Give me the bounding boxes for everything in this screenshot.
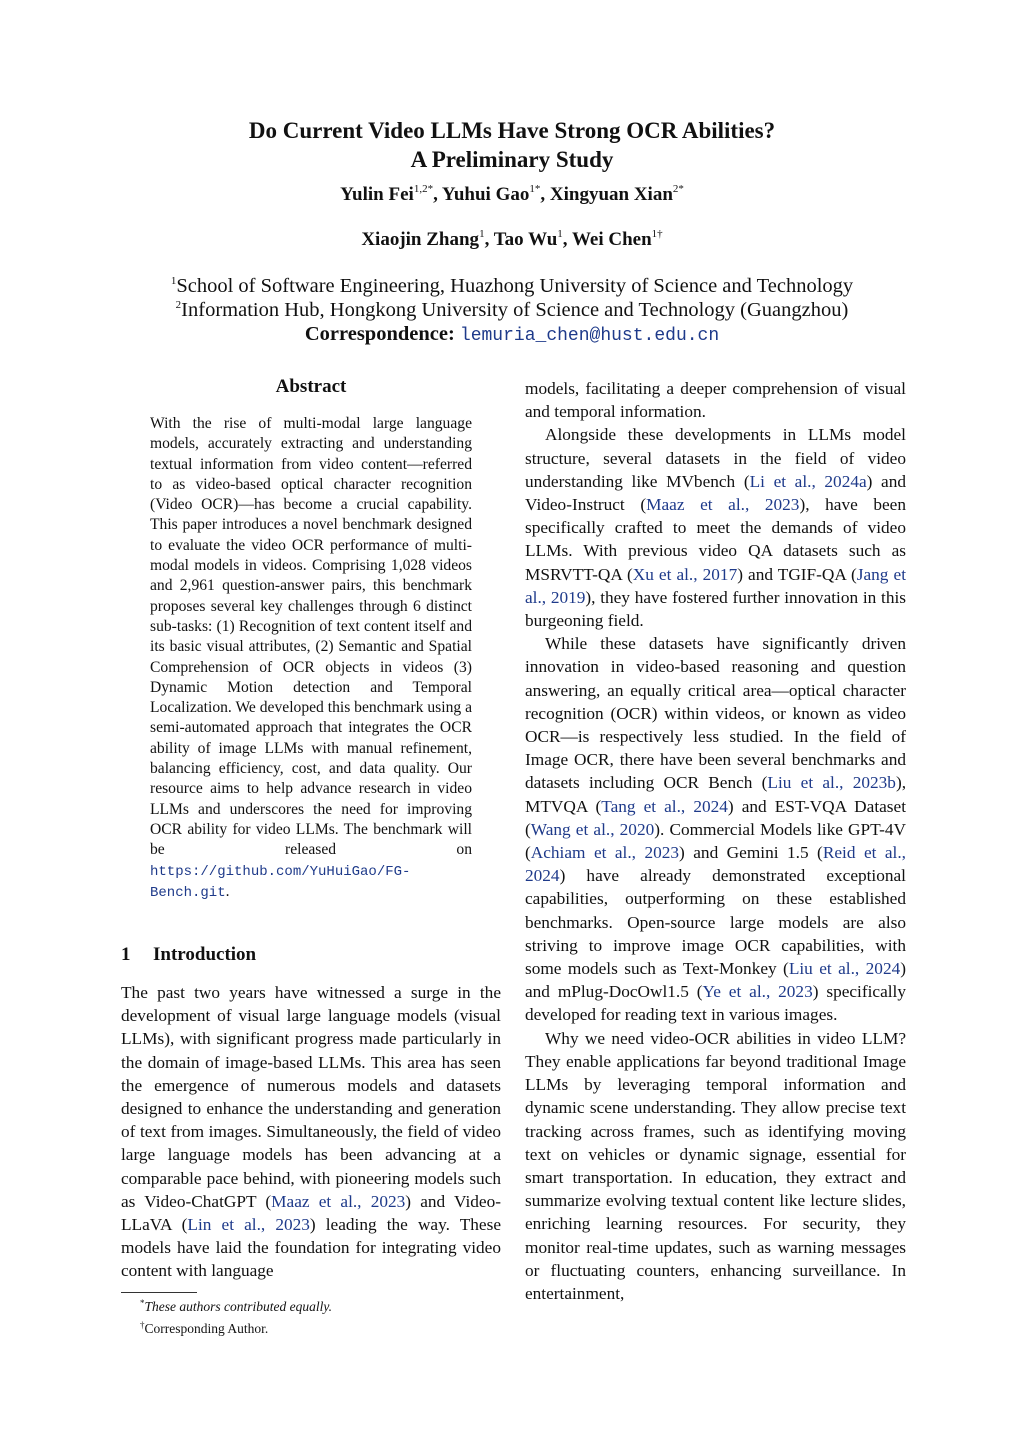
footnote-mark: * <box>140 1298 145 1308</box>
text-run: ), have been specifically crafted to meet the demands of video LLMs. With previous video QA datasets such as MSRVTT-QA ( <box>525 495 906 584</box>
text-run: ) and Video-Instruct ( <box>525 471 906 515</box>
author-name: Xiaojin Zhang <box>361 229 480 250</box>
introduction-right-column <box>525 377 906 1305</box>
author-name: Yulin Fei <box>340 184 414 205</box>
text-run: ) leading the way. These models have laid the foundation for integrating video content with language <box>121 1215 501 1281</box>
citation-link[interactable]: Lin et al., 2023 <box>187 1215 310 1235</box>
abstract-heading: Abstract <box>275 376 347 397</box>
abstract-body <box>150 414 472 903</box>
correspondence-email-link[interactable]: lemuria_chen@hust.edu.cn <box>459 326 720 346</box>
title-line-2: A Preliminary Study <box>410 147 614 172</box>
author-affiliation-mark: 1 <box>479 228 485 240</box>
citation-link[interactable]: Ye et al., 2023 <box>702 982 813 1002</box>
author-list-row-1: Yulin Fei$^{1,2*}$, Yuhui Gao$^{1*}$, Xingyuan Xian$^{2*}$ <box>340 183 684 205</box>
citation-link[interactable]: Xu et al., 2017 <box>632 564 738 584</box>
paragraph <box>121 981 501 1283</box>
footnote-1 <box>140 1294 332 1316</box>
affiliation-1 <box>120 275 904 298</box>
paragraph: Why we need video-OCR abilities in video LLM? They enable applications far beyond traditional Image LLMs by leveraging temporal information and dynamic scene understanding. They allow precise text tracking across frames, such as identifying moving text on vehicles or dynamic signage, essential for smart transportation. In education, they extract and summarize evolving textual content like lecture slides, enriching learning resources. For security, they monitor real-time updates, such as warning messages or fluctuating counters, enhancing surveillance. In entertainment, <box>525 1028 906 1303</box>
abstract-end: . <box>225 882 230 900</box>
footnote-divider <box>121 1292 197 1293</box>
text-run: ), MTVQA ( <box>525 773 907 816</box>
introduction-left-column <box>121 981 501 1283</box>
section-heading-introduction <box>121 944 256 966</box>
section-number: 1 <box>121 944 131 965</box>
citation-link[interactable]: Liu et al., 2023b <box>767 773 896 793</box>
footnotes <box>140 1294 332 1338</box>
author-list-row-2: Xiaojin Zhang$^1$, Tao Wu$^1$, Wei Chen$^{1\dagger}$ <box>361 228 663 250</box>
affiliation-2 <box>120 299 904 322</box>
paragraph <box>525 632 906 1026</box>
affiliation-mark: 2 <box>175 299 182 311</box>
citation-link[interactable]: Tang et al., 2024 <box>601 796 728 816</box>
text-run: ) specifically developed for reading text in various images. <box>525 982 906 1025</box>
text-run: ) and TGIF-QA ( <box>737 564 857 584</box>
citation-link[interactable]: Liu et al., 2024 <box>788 959 901 979</box>
author-affiliation-mark: 1* <box>529 183 541 195</box>
citation-link[interactable]: Li et al., 2024a <box>749 471 867 491</box>
citation-link[interactable]: Wang et al., 2020 <box>530 819 655 839</box>
author-name: Yuhui Gao <box>441 184 530 205</box>
citation-link[interactable]: Jang et al., 2019 <box>525 564 906 607</box>
author-name: Tao Wu <box>493 229 558 250</box>
text-run: ) and mPlug-DocOwl1.5 ( <box>525 959 906 1002</box>
author-affiliation-mark: 1 <box>557 228 563 240</box>
footnote-text: These authors contributed equally. <box>144 1299 332 1314</box>
correspondence-label: Correspondence: <box>304 323 455 345</box>
affiliation-text: Information Hub, Hongkong University of Science and Technology (Guangzhou) <box>181 299 849 321</box>
footnote-2 <box>140 1316 332 1338</box>
author-name: Wei Chen <box>571 229 652 250</box>
footnote-text: Corresponding Author. <box>144 1321 269 1336</box>
citation-link[interactable]: Achiam et al., 2023 <box>530 843 680 863</box>
text-run: ), they have fostered further innovation in this burgeoning field. <box>525 587 907 631</box>
correspondence <box>120 323 904 346</box>
citation-link[interactable]: Maaz et al., 2023 <box>646 495 800 515</box>
text-run: While these datasets have significantly driven innovation in video-based reasoning and question answering, an equally critical area—optical character recognition (OCR) within videos, or known as video OCR—is respectively less studied. In the field of Image OCR, there have been several benchmarks and datasets including OCR Bench ( <box>525 634 906 793</box>
paragraph <box>525 423 906 632</box>
text-run: The past two years have witnessed a surge in the development of visual large language models (visual LLMs), with significant progress made particularly in the domain of image-based LLMs. This area has seen the emergence of numerous models and datasets designed to enhance the understanding and generation of text from images. Simultaneously, the field of video large language models has been advancing at a comparable pace behind, with pioneering models such as Video-ChatGPT ( <box>121 983 501 1211</box>
text-run: ). Commercial Models like GPT-4V ( <box>525 819 906 863</box>
citation-link[interactable]: Reid et al., 2024 <box>525 843 906 886</box>
paragraph: models, facilitating a deeper comprehension of visual and temporal information. <box>525 379 906 422</box>
author-affiliation-mark: 2* <box>672 183 684 195</box>
text-run: ) and Gemini 1.5 ( <box>679 843 823 863</box>
text-run: ) have already demonstrated exceptional capabilities, outperforming on these established benchmarks. Open-source large models are also striving to improve image OCR capabilities, with some models such as Text-Monkey ( <box>525 866 906 979</box>
title-line-1: Do Current Video LLMs Have Strong OCR Abilities? <box>248 118 776 143</box>
citation-link[interactable]: Maaz et al., 2023 <box>271 1191 406 1211</box>
abstract-text: With the rise of multi-modal large language models, accurately extracting and understanding textual information from video content—referred to as video-based optical character recognition (Video OCR)—has become a crucial capability. This paper introduces a novel benchmark designed to evaluate the video OCR performance of multi-modal models in videos. Comprising 1,028 videos and 2,961 question-answer pairs, this benchmark proposes several key challenges through 6 distinct sub-tasks: (1) Recognition of text content itself and its basic visual attributes, (2) Semantic and Spatial Comprehension of OCR objects in videos (3) Dynamic Motion detection and Temporal Localization. We developed this benchmark using a semi-automated approach that integrates the OCR ability of image LLMs with manual refinement, balancing efficiency, cost, and data quality. Our resource aims to help advance research in video LLMs and underscores the need for improving OCR ability for video LLMs. The benchmark will be released on <box>150 415 472 859</box>
footnote-mark: † <box>140 1320 145 1330</box>
text-run: ) and Video-LLaVA ( <box>121 1191 501 1235</box>
paper-title <box>150 116 874 174</box>
author-affiliation-mark: 1† <box>651 228 663 240</box>
author-name: Xingyuan Xian <box>549 184 673 205</box>
benchmark-url-link[interactable]: https://github.com/YuHuiGao/FG-Bench.git <box>150 863 411 901</box>
affiliation-mark: 1 <box>170 275 177 287</box>
text-run: Alongside these developments in LLMs model structure, several datasets in the field of video understanding like MVbench ( <box>525 425 906 491</box>
affiliation-text: School of Software Engineering, Huazhong University of Science and Technology <box>176 275 854 297</box>
text-run: ) and EST-VQA Dataset ( <box>525 796 906 839</box>
author-affiliation-mark: 1,2* <box>413 183 434 195</box>
section-title: Introduction <box>153 944 257 965</box>
